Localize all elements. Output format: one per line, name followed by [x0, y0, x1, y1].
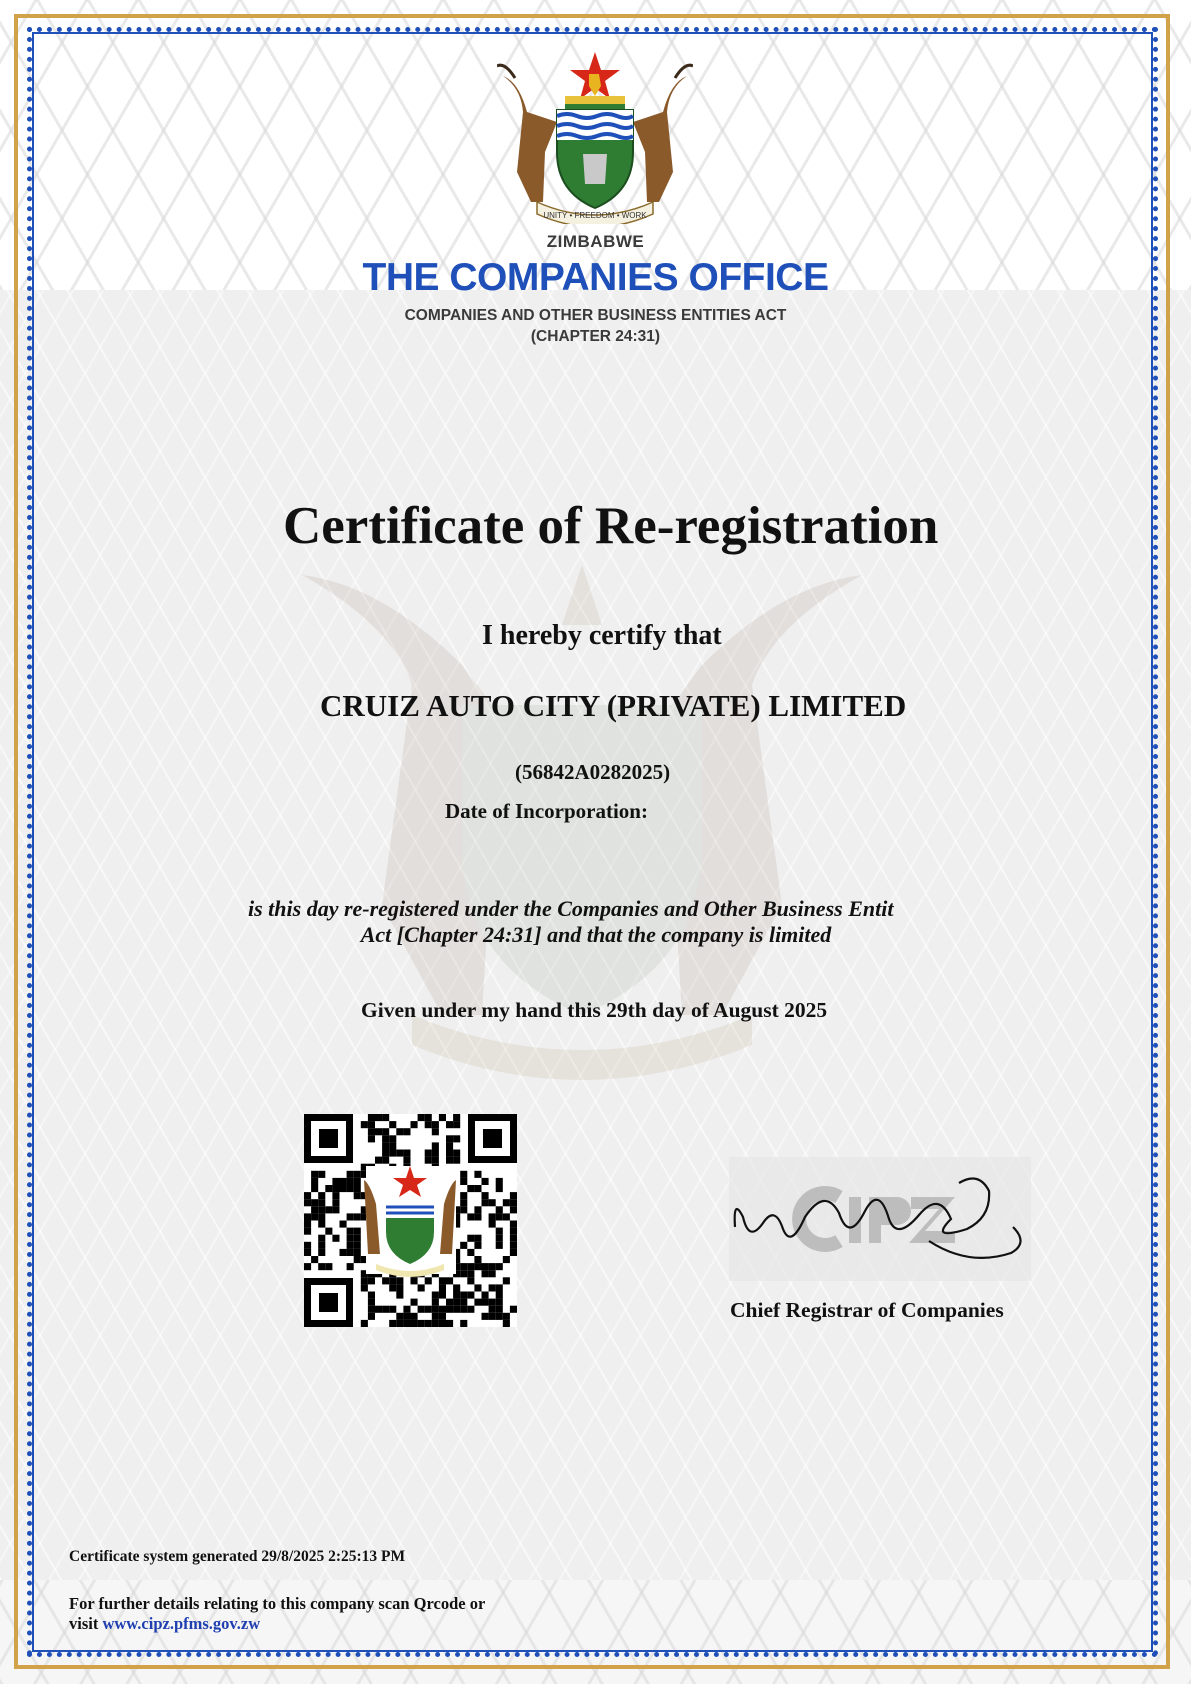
qr-module — [389, 1121, 396, 1128]
qr-module — [496, 1206, 503, 1213]
qr-module — [474, 1284, 481, 1291]
qr-module — [446, 1135, 453, 1142]
qr-module — [432, 1128, 439, 1135]
qr-module — [482, 1192, 489, 1199]
qr-module — [347, 1235, 354, 1242]
qr-module — [510, 1249, 517, 1256]
qr-module — [474, 1299, 481, 1306]
qr-module — [382, 1135, 389, 1142]
qr-module — [439, 1292, 446, 1299]
qr-module — [453, 1135, 460, 1142]
qr-module — [332, 1192, 339, 1199]
qr-module — [425, 1320, 432, 1327]
qr-module — [482, 1263, 489, 1270]
qr-module — [460, 1263, 467, 1270]
qr-module — [389, 1284, 396, 1291]
qr-module — [460, 1306, 467, 1313]
qr-module — [396, 1277, 403, 1284]
qr-module — [446, 1121, 453, 1128]
qr-module — [460, 1242, 467, 1249]
qr-module — [375, 1306, 382, 1313]
qr-module — [368, 1135, 375, 1142]
qr-module — [453, 1284, 460, 1291]
qr-module — [304, 1249, 311, 1256]
office-title: THE COMPANIES OFFICE — [362, 256, 829, 299]
qr-module — [332, 1199, 339, 1206]
qr-module — [489, 1270, 496, 1277]
qr-module — [432, 1142, 439, 1149]
qr-module — [460, 1171, 467, 1178]
qr-module — [332, 1235, 339, 1242]
qr-module — [325, 1228, 332, 1235]
qr-module — [389, 1320, 396, 1327]
qr-module — [318, 1263, 325, 1270]
qr-module — [403, 1157, 410, 1164]
qr-module — [382, 1142, 389, 1149]
qr-module — [403, 1313, 410, 1320]
qr-module — [474, 1171, 481, 1178]
certify-statement: I hereby certify that — [482, 620, 722, 651]
qr-module — [382, 1128, 389, 1135]
qr-module — [403, 1150, 410, 1157]
qr-module — [510, 1221, 517, 1228]
act-name: COMPANIES AND OTHER BUSINESS ENTITIES ACT — [404, 307, 787, 324]
qr-module — [510, 1242, 517, 1249]
qr-module — [354, 1185, 361, 1192]
registration-number: (56842A0282025) — [515, 760, 671, 784]
qr-module — [396, 1128, 403, 1135]
qr-module — [474, 1235, 481, 1242]
qr-module — [446, 1157, 453, 1164]
qr-module — [382, 1150, 389, 1157]
qr-module — [446, 1320, 453, 1327]
qr-module — [446, 1306, 453, 1313]
qr-module — [503, 1199, 510, 1206]
qr-module — [460, 1206, 467, 1213]
qr-module — [347, 1249, 354, 1256]
further-details-visit: visit — [69, 1614, 103, 1633]
qr-module — [453, 1114, 460, 1121]
qr-module — [354, 1242, 361, 1249]
qr-module — [482, 1270, 489, 1277]
qr-module — [318, 1199, 325, 1206]
generated-timestamp: Certificate system generated 29/8/2025 2:25:13 PM — [69, 1548, 406, 1565]
qr-module — [496, 1313, 503, 1320]
qr-module — [318, 1221, 325, 1228]
qr-module — [304, 1199, 311, 1206]
qr-module — [489, 1213, 496, 1220]
given-under-hand-date: Given under my hand this 29th day of August 2025 — [361, 998, 828, 1022]
qr-module — [347, 1171, 354, 1178]
qr-module — [340, 1249, 347, 1256]
qr-module — [361, 1277, 368, 1284]
qr-module — [510, 1235, 517, 1242]
qr-module — [304, 1213, 311, 1220]
qr-module — [489, 1199, 496, 1206]
further-details — [69, 1594, 485, 1634]
qr-module — [482, 1299, 489, 1306]
qr-module — [460, 1199, 467, 1206]
qr-module — [467, 1185, 474, 1192]
qr-module — [354, 1249, 361, 1256]
qr-module — [382, 1306, 389, 1313]
qr-module — [432, 1157, 439, 1164]
qr-module — [496, 1299, 503, 1306]
qr-module — [482, 1292, 489, 1299]
qr-module — [425, 1150, 432, 1157]
qr-module — [332, 1206, 339, 1213]
qr-module — [439, 1284, 446, 1291]
qr-module — [489, 1263, 496, 1270]
qr-module — [318, 1242, 325, 1249]
qr-module — [432, 1313, 439, 1320]
statement-line-1: is this day re-registered under the Companies and Other Business Entit — [248, 896, 894, 921]
qr-module — [304, 1192, 311, 1199]
qr-module — [460, 1270, 467, 1277]
qr-module — [467, 1235, 474, 1242]
qr-module — [318, 1192, 325, 1199]
qr-module — [467, 1292, 474, 1299]
qr-module — [467, 1213, 474, 1220]
qr-module — [496, 1263, 503, 1270]
qr-module — [496, 1235, 503, 1242]
qr-module — [432, 1299, 439, 1306]
svg-text:UNITY • FREEDOM • WORK: UNITY • FREEDOM • WORK — [543, 211, 647, 220]
re-registration-statement — [240, 896, 952, 948]
qr-module — [467, 1306, 474, 1313]
signature-icon — [729, 1157, 1031, 1281]
further-details-line-1: For further details relating to this company scan Qrcode or — [69, 1594, 486, 1613]
qr-module — [474, 1242, 481, 1249]
country-name: ZIMBABWE — [546, 232, 645, 251]
qr-module — [474, 1213, 481, 1220]
qr-module — [460, 1299, 467, 1306]
qr-module — [311, 1178, 318, 1185]
qr-module — [368, 1277, 375, 1284]
qr-module — [368, 1292, 375, 1299]
qr-module — [503, 1277, 510, 1284]
qr-module — [425, 1121, 432, 1128]
qr-module — [425, 1306, 432, 1313]
qr-module — [389, 1277, 396, 1284]
qr-module — [396, 1150, 403, 1157]
qr-module — [439, 1114, 446, 1121]
qr-module — [389, 1150, 396, 1157]
qr-module — [354, 1192, 361, 1199]
qr-module — [460, 1192, 467, 1199]
qr-module — [425, 1277, 432, 1284]
qr-module — [396, 1284, 403, 1291]
qr-module — [354, 1235, 361, 1242]
qr-module — [446, 1299, 453, 1306]
qr-module — [439, 1306, 446, 1313]
qr-module — [446, 1150, 453, 1157]
qr-module — [389, 1135, 396, 1142]
qr-module — [382, 1157, 389, 1164]
qr-module — [347, 1242, 354, 1249]
qr-module — [325, 1206, 332, 1213]
qr-module — [510, 1199, 517, 1206]
qr-module — [361, 1284, 368, 1291]
qr-module — [496, 1242, 503, 1249]
qr-module — [361, 1320, 368, 1327]
qr-module — [325, 1263, 332, 1270]
qr-module — [496, 1292, 503, 1299]
company-name: CRUIZ AUTO CITY (PRIVATE) LIMITED — [320, 688, 907, 723]
qr-module — [340, 1221, 347, 1228]
qr-module — [453, 1157, 460, 1164]
qr-module — [418, 1306, 425, 1313]
qr-module — [418, 1284, 425, 1291]
qr-module — [503, 1213, 510, 1220]
qr-module — [432, 1306, 439, 1313]
qr-module — [489, 1313, 496, 1320]
qr-module — [311, 1206, 318, 1213]
qr-module — [332, 1185, 339, 1192]
qr-module — [396, 1320, 403, 1327]
qr-module — [482, 1313, 489, 1320]
qr-module — [347, 1185, 354, 1192]
act-chapter: (CHAPTER 24:31) — [530, 328, 661, 345]
qr-module — [304, 1221, 311, 1228]
qr-module — [489, 1299, 496, 1306]
qr-module — [354, 1171, 361, 1178]
qr-module — [311, 1185, 318, 1192]
qr-module — [446, 1277, 453, 1284]
qr-module — [318, 1171, 325, 1178]
qr-module — [304, 1228, 311, 1235]
qr-module — [389, 1306, 396, 1313]
qr-module — [496, 1228, 503, 1235]
qr-module — [375, 1157, 382, 1164]
qr-module — [418, 1320, 425, 1327]
qr-module — [368, 1313, 375, 1320]
cipz-website-link[interactable]: www.cipz.pfms.gov.zw — [102, 1614, 261, 1633]
qr-module — [411, 1320, 418, 1327]
qr-module — [368, 1128, 375, 1135]
qr-module — [432, 1292, 439, 1299]
qr-module — [389, 1142, 396, 1149]
qr-module — [304, 1263, 311, 1270]
qr-module — [474, 1263, 481, 1270]
qr-module — [439, 1277, 446, 1284]
qr-module — [311, 1171, 318, 1178]
qr-module — [403, 1128, 410, 1135]
qr-module — [354, 1213, 361, 1220]
qr-module — [460, 1320, 467, 1327]
qr-module — [439, 1313, 446, 1320]
qr-module — [304, 1242, 311, 1249]
qr-module — [482, 1178, 489, 1185]
qr-module — [318, 1235, 325, 1242]
qr-module — [396, 1313, 403, 1320]
qr-module — [467, 1270, 474, 1277]
qr-module — [340, 1185, 347, 1192]
qr-module — [489, 1284, 496, 1291]
qr-module — [503, 1313, 510, 1320]
qr-module — [453, 1121, 460, 1128]
qr-module — [368, 1114, 375, 1121]
qr-module — [503, 1320, 510, 1327]
qr-module — [361, 1121, 368, 1128]
qr-module — [496, 1284, 503, 1291]
qr-module — [453, 1150, 460, 1157]
qr-code-icon[interactable] — [304, 1114, 517, 1327]
qr-module — [460, 1292, 467, 1299]
qr-module — [489, 1221, 496, 1228]
chief-registrar-label: Chief Registrar of Companies — [730, 1298, 1004, 1322]
qr-module — [368, 1306, 375, 1313]
qr-module — [432, 1121, 439, 1128]
qr-module — [354, 1256, 361, 1263]
qr-module — [453, 1299, 460, 1306]
qr-module — [510, 1228, 517, 1235]
qr-module — [474, 1185, 481, 1192]
qr-module — [318, 1206, 325, 1213]
qr-module — [496, 1178, 503, 1185]
qr-module — [368, 1299, 375, 1306]
qr-module — [460, 1178, 467, 1185]
qr-module — [510, 1206, 517, 1213]
zimbabwe-coat-of-arms-icon — [497, 52, 693, 224]
qr-module — [347, 1228, 354, 1235]
qr-module — [318, 1249, 325, 1256]
qr-module — [467, 1263, 474, 1270]
qr-module — [453, 1292, 460, 1299]
qr-module — [396, 1292, 403, 1299]
qr-module — [375, 1114, 382, 1121]
qr-module — [496, 1306, 503, 1313]
qr-module — [439, 1320, 446, 1327]
qr-module — [411, 1121, 418, 1128]
qr-module — [503, 1256, 510, 1263]
qr-module — [403, 1320, 410, 1327]
qr-module — [510, 1306, 517, 1313]
qr-module — [318, 1213, 325, 1220]
date-of-incorporation-label: Date of Incorporation: — [445, 799, 648, 823]
qr-module — [474, 1256, 481, 1263]
qr-module — [332, 1178, 339, 1185]
qr-module — [510, 1192, 517, 1199]
statement-line-2: Act [Chapter 24:31] and that the company is limited — [360, 922, 832, 947]
qr-module — [496, 1185, 503, 1192]
qr-module — [382, 1114, 389, 1121]
qr-module — [432, 1150, 439, 1157]
qr-module — [354, 1178, 361, 1185]
qr-module — [311, 1256, 318, 1263]
qr-module — [382, 1277, 389, 1284]
qr-module — [403, 1306, 410, 1313]
qr-module — [411, 1313, 418, 1320]
qr-module — [354, 1228, 361, 1235]
qr-module — [467, 1249, 474, 1256]
qr-module — [432, 1320, 439, 1327]
qr-module — [347, 1178, 354, 1185]
qr-module — [418, 1114, 425, 1121]
qr-module — [311, 1213, 318, 1220]
qr-module — [425, 1114, 432, 1121]
qr-module — [453, 1306, 460, 1313]
qr-module — [368, 1121, 375, 1128]
qr-module — [411, 1299, 418, 1306]
qr-module — [325, 1185, 332, 1192]
qr-module — [474, 1206, 481, 1213]
qr-module — [467, 1277, 474, 1284]
qr-module — [446, 1142, 453, 1149]
certificate-title: Certificate of Re-registration — [283, 497, 939, 555]
qr-module — [375, 1128, 382, 1135]
qr-module — [496, 1213, 503, 1220]
qr-module — [482, 1199, 489, 1206]
qr-module — [311, 1199, 318, 1206]
qr-module — [425, 1157, 432, 1164]
qr-module — [411, 1277, 418, 1284]
qr-module — [347, 1263, 354, 1270]
qr-module — [340, 1178, 347, 1185]
qr-module — [347, 1213, 354, 1220]
qr-module — [489, 1306, 496, 1313]
